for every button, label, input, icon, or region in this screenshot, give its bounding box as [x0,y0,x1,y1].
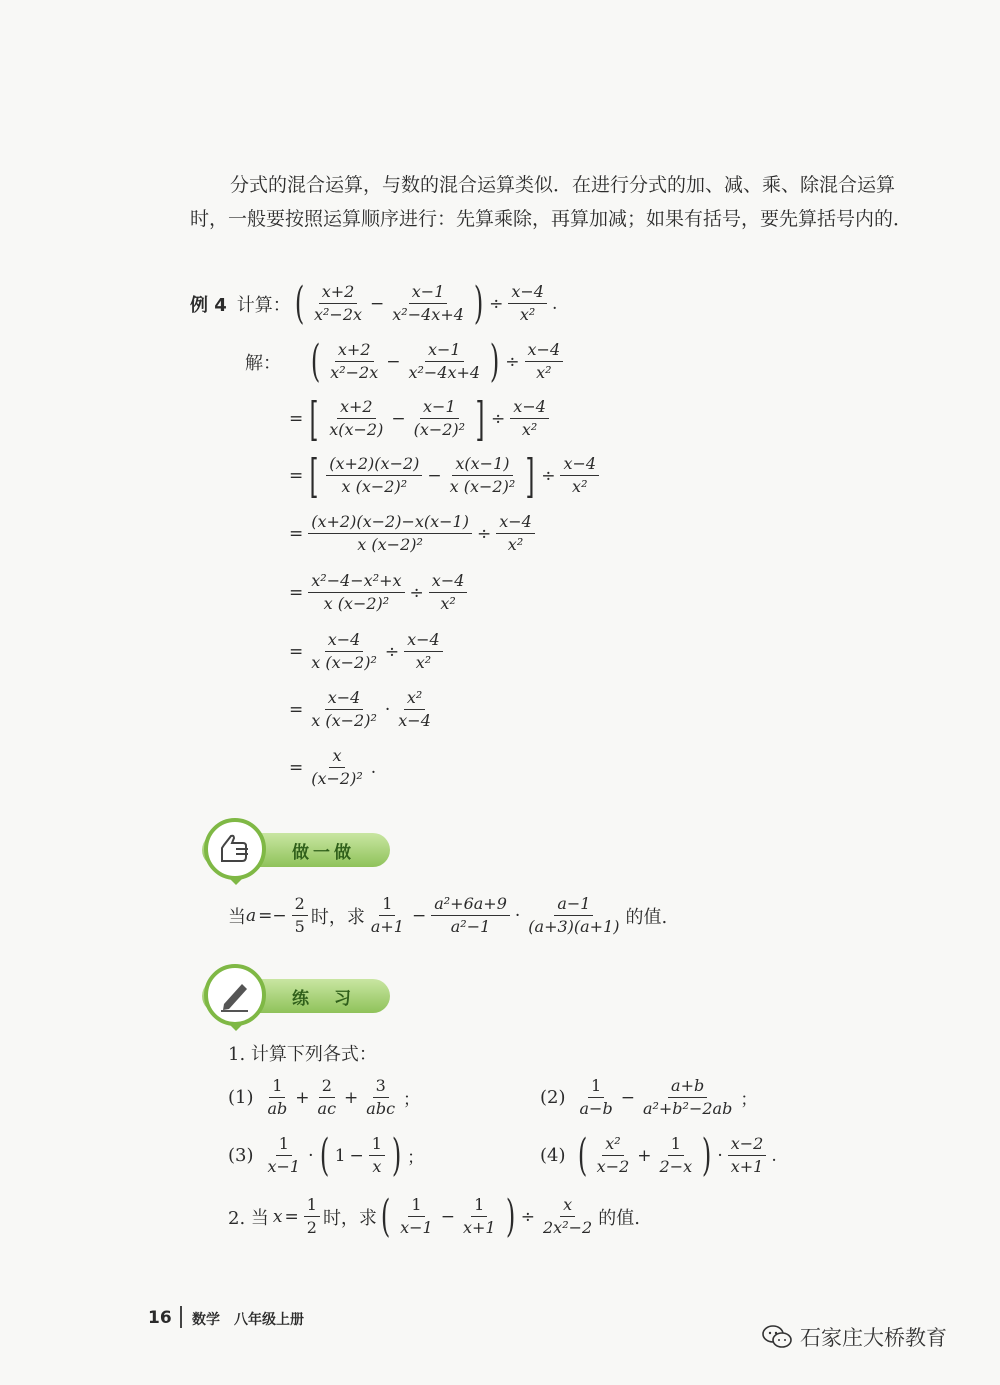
fraction: $\frac{x-4}{\text{x²}}$ [508,282,547,325]
solution-result: = $\frac{x}{\text{(x−2)²}}$ . [289,746,377,788]
solution-line: = $\frac{x-4}{\text{x (x−2)²}}$ · $\frac{\text{x²}}{x-4}$ [289,688,431,730]
solution-line: = [ $\frac{x+2}{x(x-2)}$ − $\frac{x-1}{\text{(x−2)²}}$ ] ÷ $\frac{x-4}{\text{x²}}$ [287,397,552,440]
footer-divider [180,1306,182,1328]
watermark-text: 石家庄大桥教育 [800,1326,947,1350]
wechat-icon [762,1324,792,1350]
practice-question-1: 1. 计算下列各式： [228,1044,377,1065]
example-label: 例 4 [190,294,227,316]
practice-item-3: (3) $\frac{1}{x-1}$ · ( 1 − $\frac{1}{x}$ ) ； [228,1129,425,1181]
right-paren: ) [473,277,484,329]
practice-item-2: (2) $\frac{1}{a-b}$ − $\frac{a+b}{\text{a²+b²−2ab}}$ ； [540,1076,758,1118]
solution-line: = $\frac{\text{x²−4−x²+x}}{\text{x (x−2)²}}$ ÷ $\frac{x-4}{\text{x²}}$ [287,571,470,614]
practice-title: 练 习 [292,989,355,1009]
pencil-icon [204,964,266,1026]
left-paren: ( [294,277,305,329]
practice-badge [182,964,390,1024]
hand-icon [204,818,266,880]
solution-line: = $\frac{(x+2)(x-2)-x(x-1)}{\text{x (x−2)²}}$ ÷ $\frac{x-4}{\text{x²}}$ [287,512,538,555]
practice-question-2: 2. 当 x = $\frac{1}{2}$ 时，求 ( $\frac{1}{x-1}$ − $\frac{1}{x+1}$ ) ÷ $\frac{x}{\text{2x²−2}}$ 的值. [228,1190,640,1242]
page-number: 16 [148,1308,172,1328]
example-statement: 例 4 计算： ( $\frac{x+2}{\text{x²−2x}}$ − $\frac{x-1}{\text{x²−4x+4}}$ ) ÷ $\frac{x-4}{\text{x²}}$ . [190,277,558,329]
solution-line: = $\frac{x-4}{\text{x (x−2)²}}$ ÷ $\frac{x-4}{\text{x²}}$ [287,630,446,673]
solution-line: 解： ( $\frac{x+2}{\text{x²−2x}}$ − $\frac{x-1}{\text{x²−4x+4}}$ ) ÷ $\frac{x-4}{\text{x²}}$ [245,340,566,383]
practice-item-4: (4) ( $\frac{\text{x²}}{x-2}$ + $\frac{1}{2-x}$ ) · $\frac{x-2}{x+1}$ . [540,1129,777,1181]
fraction: $\frac{x+2}{\text{x²−2x}}$ [313,282,363,324]
example-prompt: 计算： [236,294,291,316]
book-title: 数学 八年级上册 [192,1312,304,1328]
solution-label: 解： [245,352,281,374]
try-it-problem: 当 a =− $\frac{2}{5}$ 时，求 $\frac{1}{a+1}$ − $\frac{\text{a²+6a+9}}{\text{a²−1}}$ · $\frac{a-1}{(a+3)(a+1)}$ 的值. [228,894,668,936]
solution-line: = [ $\frac{(x+2)(x-2)}{\text{x (x−2)²}}$ − $\frac{x(x-1)}{\text{x (x−2)²}}$ ] ÷ $\frac{x-4}{\text{x²}}$ [287,454,602,497]
try-it-title: 做一做 [292,843,355,863]
try-it-badge [182,818,390,878]
fraction: $\frac{x-1}{\text{x²−4x+4}}$ [392,282,464,324]
intro-paragraph: 分式的混合运算，与数的混合运算类似．在进行分式的加、减、乘、除混合运算时，一般要按照运算顺序进行：先算乘除，再算加减；如果有括号，要先算括号内的． [190,174,913,230]
practice-item-1: (1) $\frac{1}{ab}$ + $\frac{2}{ac}$ + $\frac{3}{\text{abc}}$ ； [228,1076,421,1118]
watermark [762,1322,947,1352]
